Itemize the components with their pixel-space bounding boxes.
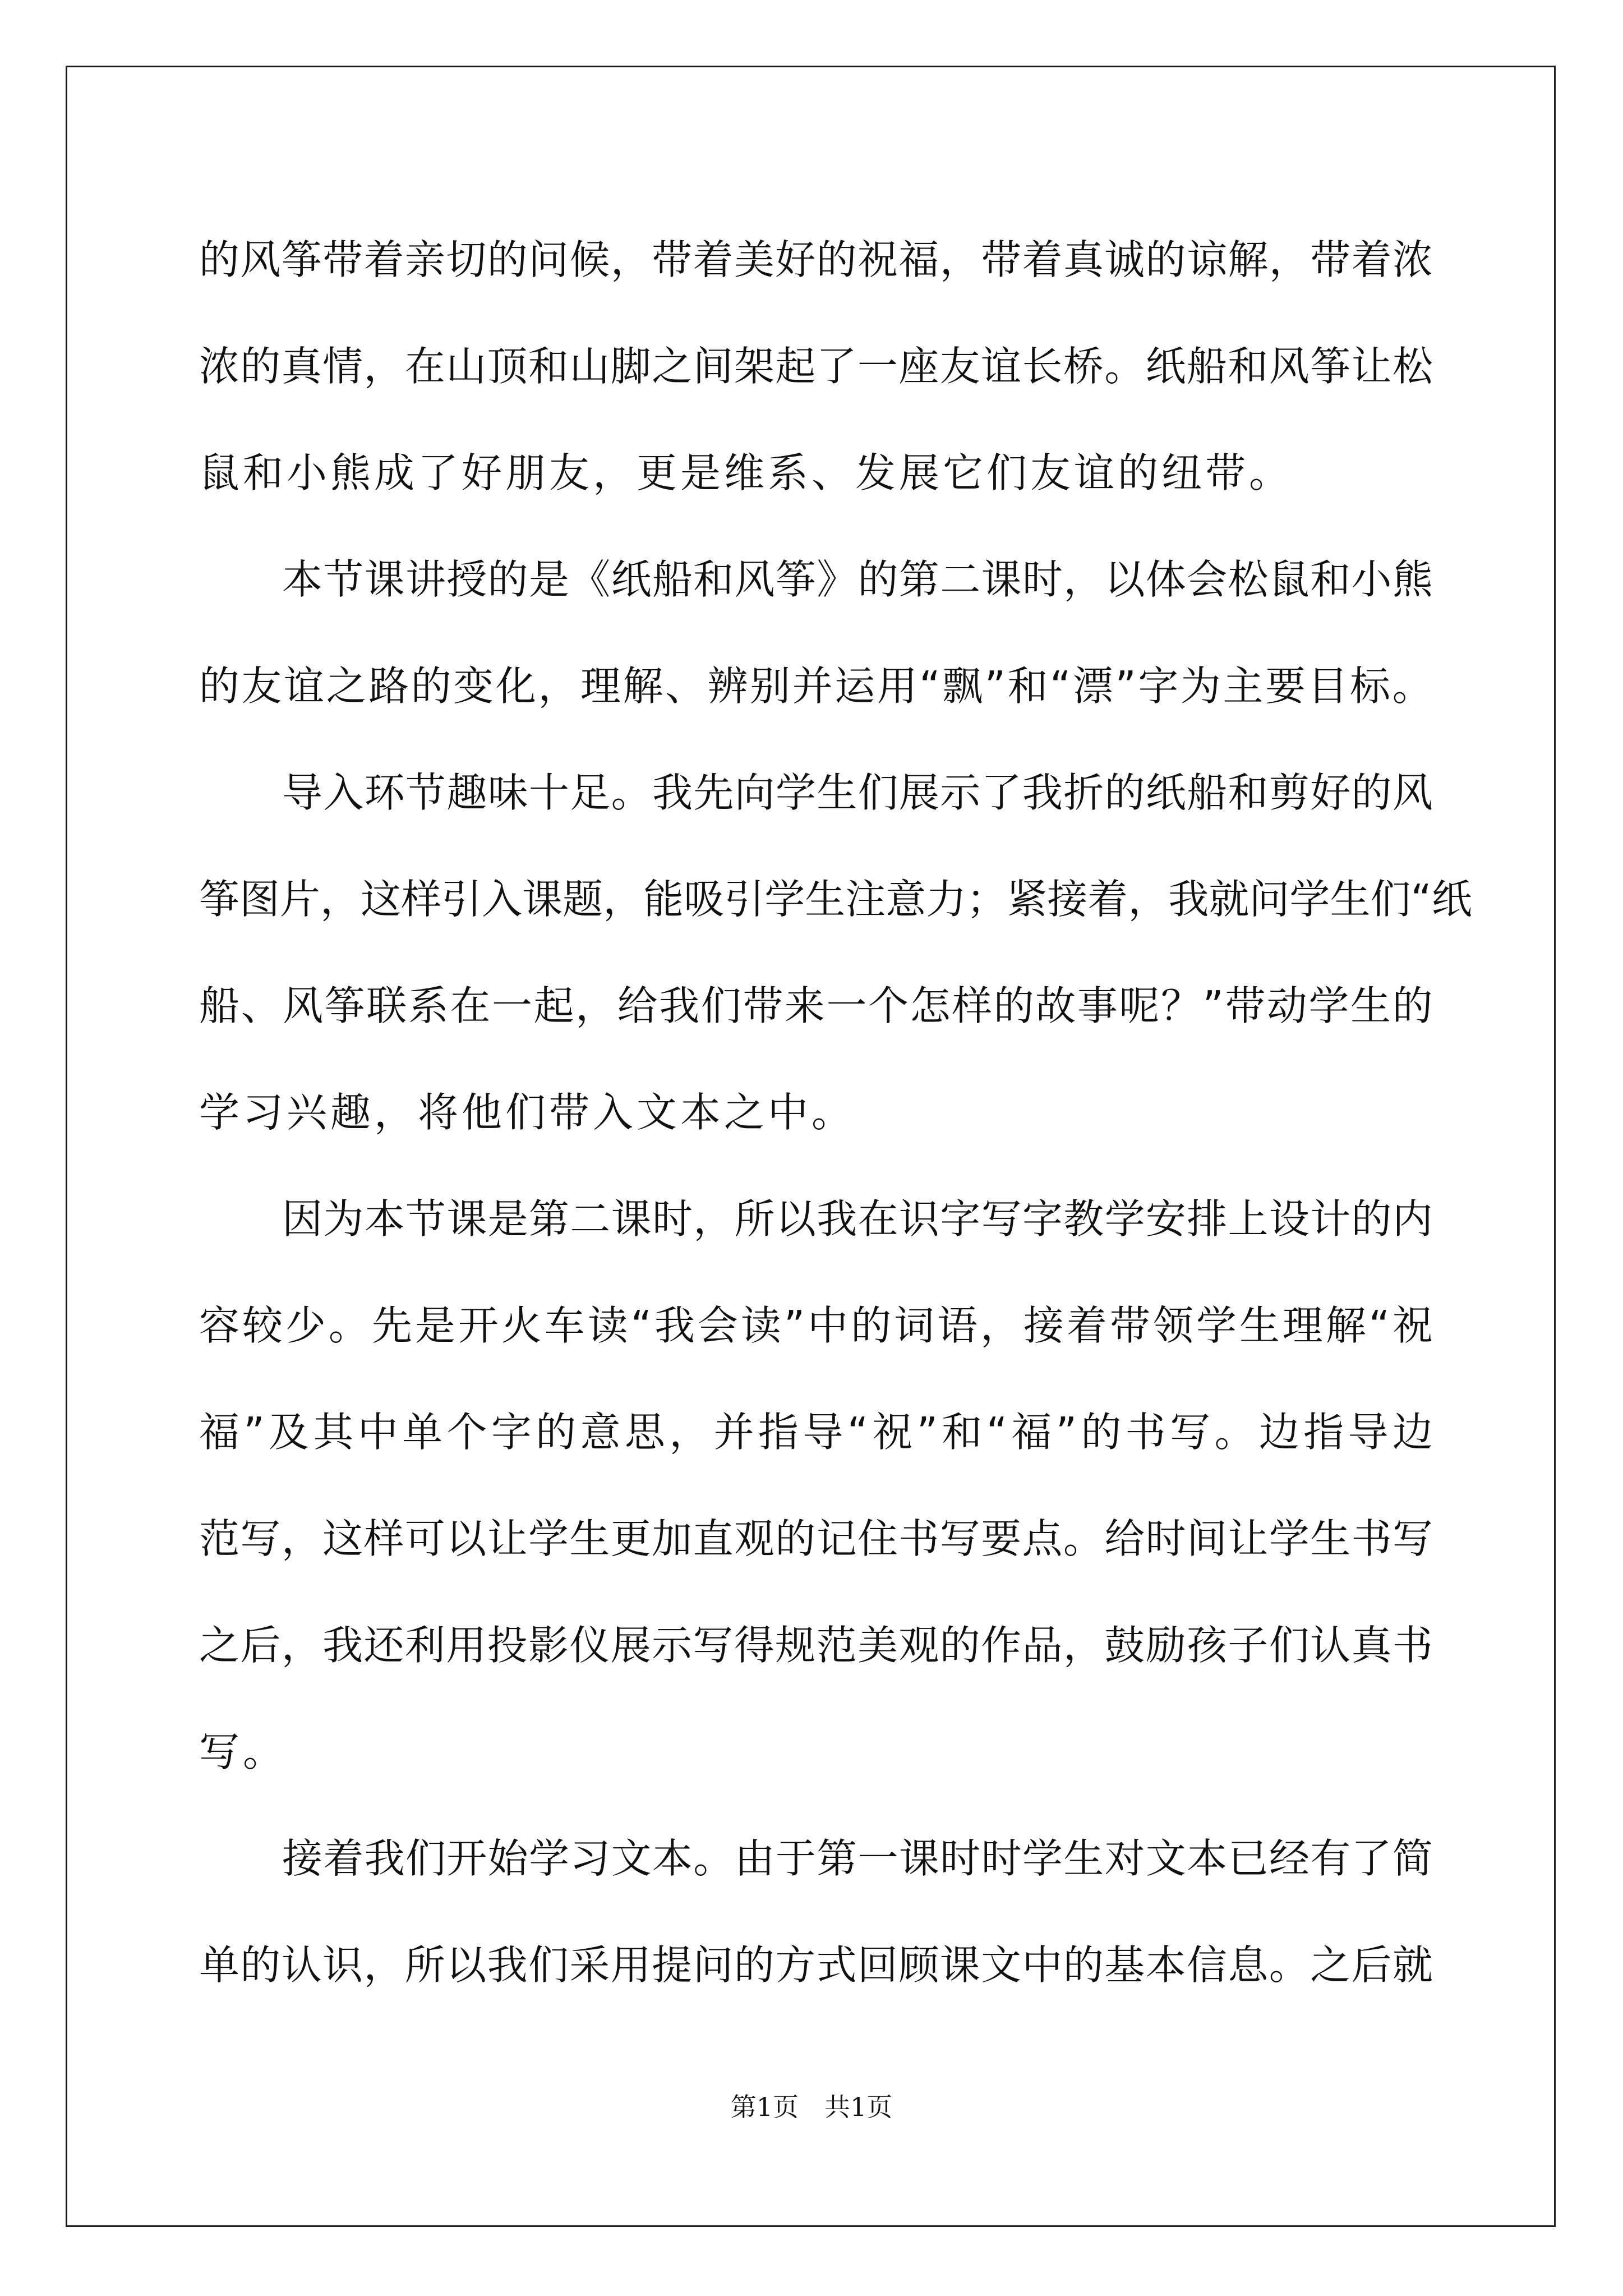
- paragraph-line: 的 友 谊 之 路 的 变 化 ， 理 解 、 辨 别 并 运 用 “ 飘 ” 和 “ 漂 ” 字 为 主 要 目 标 。: [199, 662, 1433, 710]
- document-body: [199, 206, 1472, 2018]
- paragraph-line: 本 节 课 讲 授 的 是 《 纸 船 和 风 筝 》 的 第 二 课 时 ， 以 体 会 松 鼠 和 小 熊: [282, 556, 1433, 603]
- paragraph-line: 写。: [199, 1728, 287, 1775]
- paragraph-line: 单 的 认 识 ， 所 以 我 们 采 用 提 问 的 方 式 回 顾 课 文 中 的 基 本 信 息 。 之 后 就: [199, 1941, 1433, 1989]
- paragraph-line: 导 入 环 节 趣 味 十 足 。 我 先 向 学 生 们 展 示 了 我 折 的 纸 船 和 剪 好 的 风: [282, 769, 1433, 816]
- paragraph-line: 因 为 本 节 课 是 第 二 课 时 ， 所 以 我 在 识 字 写 字 教 学 安 排 上 设 计 的 内: [282, 1195, 1433, 1243]
- paragraph-line: 容 较 少 。 先 是 开 火 车 读 “ 我 会 读 ” 中 的 词 语 ， 接 着 带 领 学 生 理 解 “ 祝: [199, 1302, 1433, 1349]
- paragraph-line: 的 风 筝 带 着 亲 切 的 问 候 ， 带 着 美 好 的 祝 福 ， 带 着 真 诚 的 谅 解 ， 带 着 浓: [199, 236, 1433, 283]
- paragraph-line: 浓 的 真 情 ， 在 山 顶 和 山 脚 之 间 架 起 了 一 座 友 谊 长 桥 。 纸 船 和 风 筝 让 松: [199, 343, 1433, 390]
- paragraph-line: 范 写 ， 这 样 可 以 让 学 生 更 加 直 观 的 记 住 书 写 要 点 。 给 时 间 让 学 生 书 写: [199, 1515, 1433, 1562]
- paragraph-line: 鼠和小熊成了好朋友，更是维系、发展它们友谊的纽带。: [199, 449, 1293, 496]
- paragraph-line: 船 、 风 筝 联 系 在 一 起 ， 给 我 们 带 来 一 个 怎 样 的 故 事 呢 ？ ” 带 动 学 生 的: [199, 982, 1433, 1029]
- paragraph-line: 筝 图 片 ， 这 样 引 入 课 题 ， 能 吸 引 学 生 注 意 力 ； 紧 接 着 ， 我 就 问 学 生 们 “ 纸: [199, 876, 1472, 923]
- paragraph-line: 接 着 我 们 开 始 学 习 文 本 。 由 于 第 一 课 时 时 学 生 对 文 本 已 经 有 了 简: [282, 1835, 1433, 1882]
- paragraph-line: 学习兴趣，将他们带入文本之中。: [199, 1089, 856, 1136]
- paragraph-line: 福 ” 及 其 中 单 个 字 的 意 思 ， 并 指 导 “ 祝 ” 和 “ 福 ” 的 书 写 。 边 指 导 边: [199, 1409, 1433, 1456]
- page-footer: 第1页 共1页: [730, 2092, 893, 2122]
- paragraph-line: 之 后 ， 我 还 利 用 投 影 仪 展 示 写 得 规 范 美 观 的 作 品 ， 鼓 励 孩 子 们 认 真 书: [199, 1622, 1433, 1669]
